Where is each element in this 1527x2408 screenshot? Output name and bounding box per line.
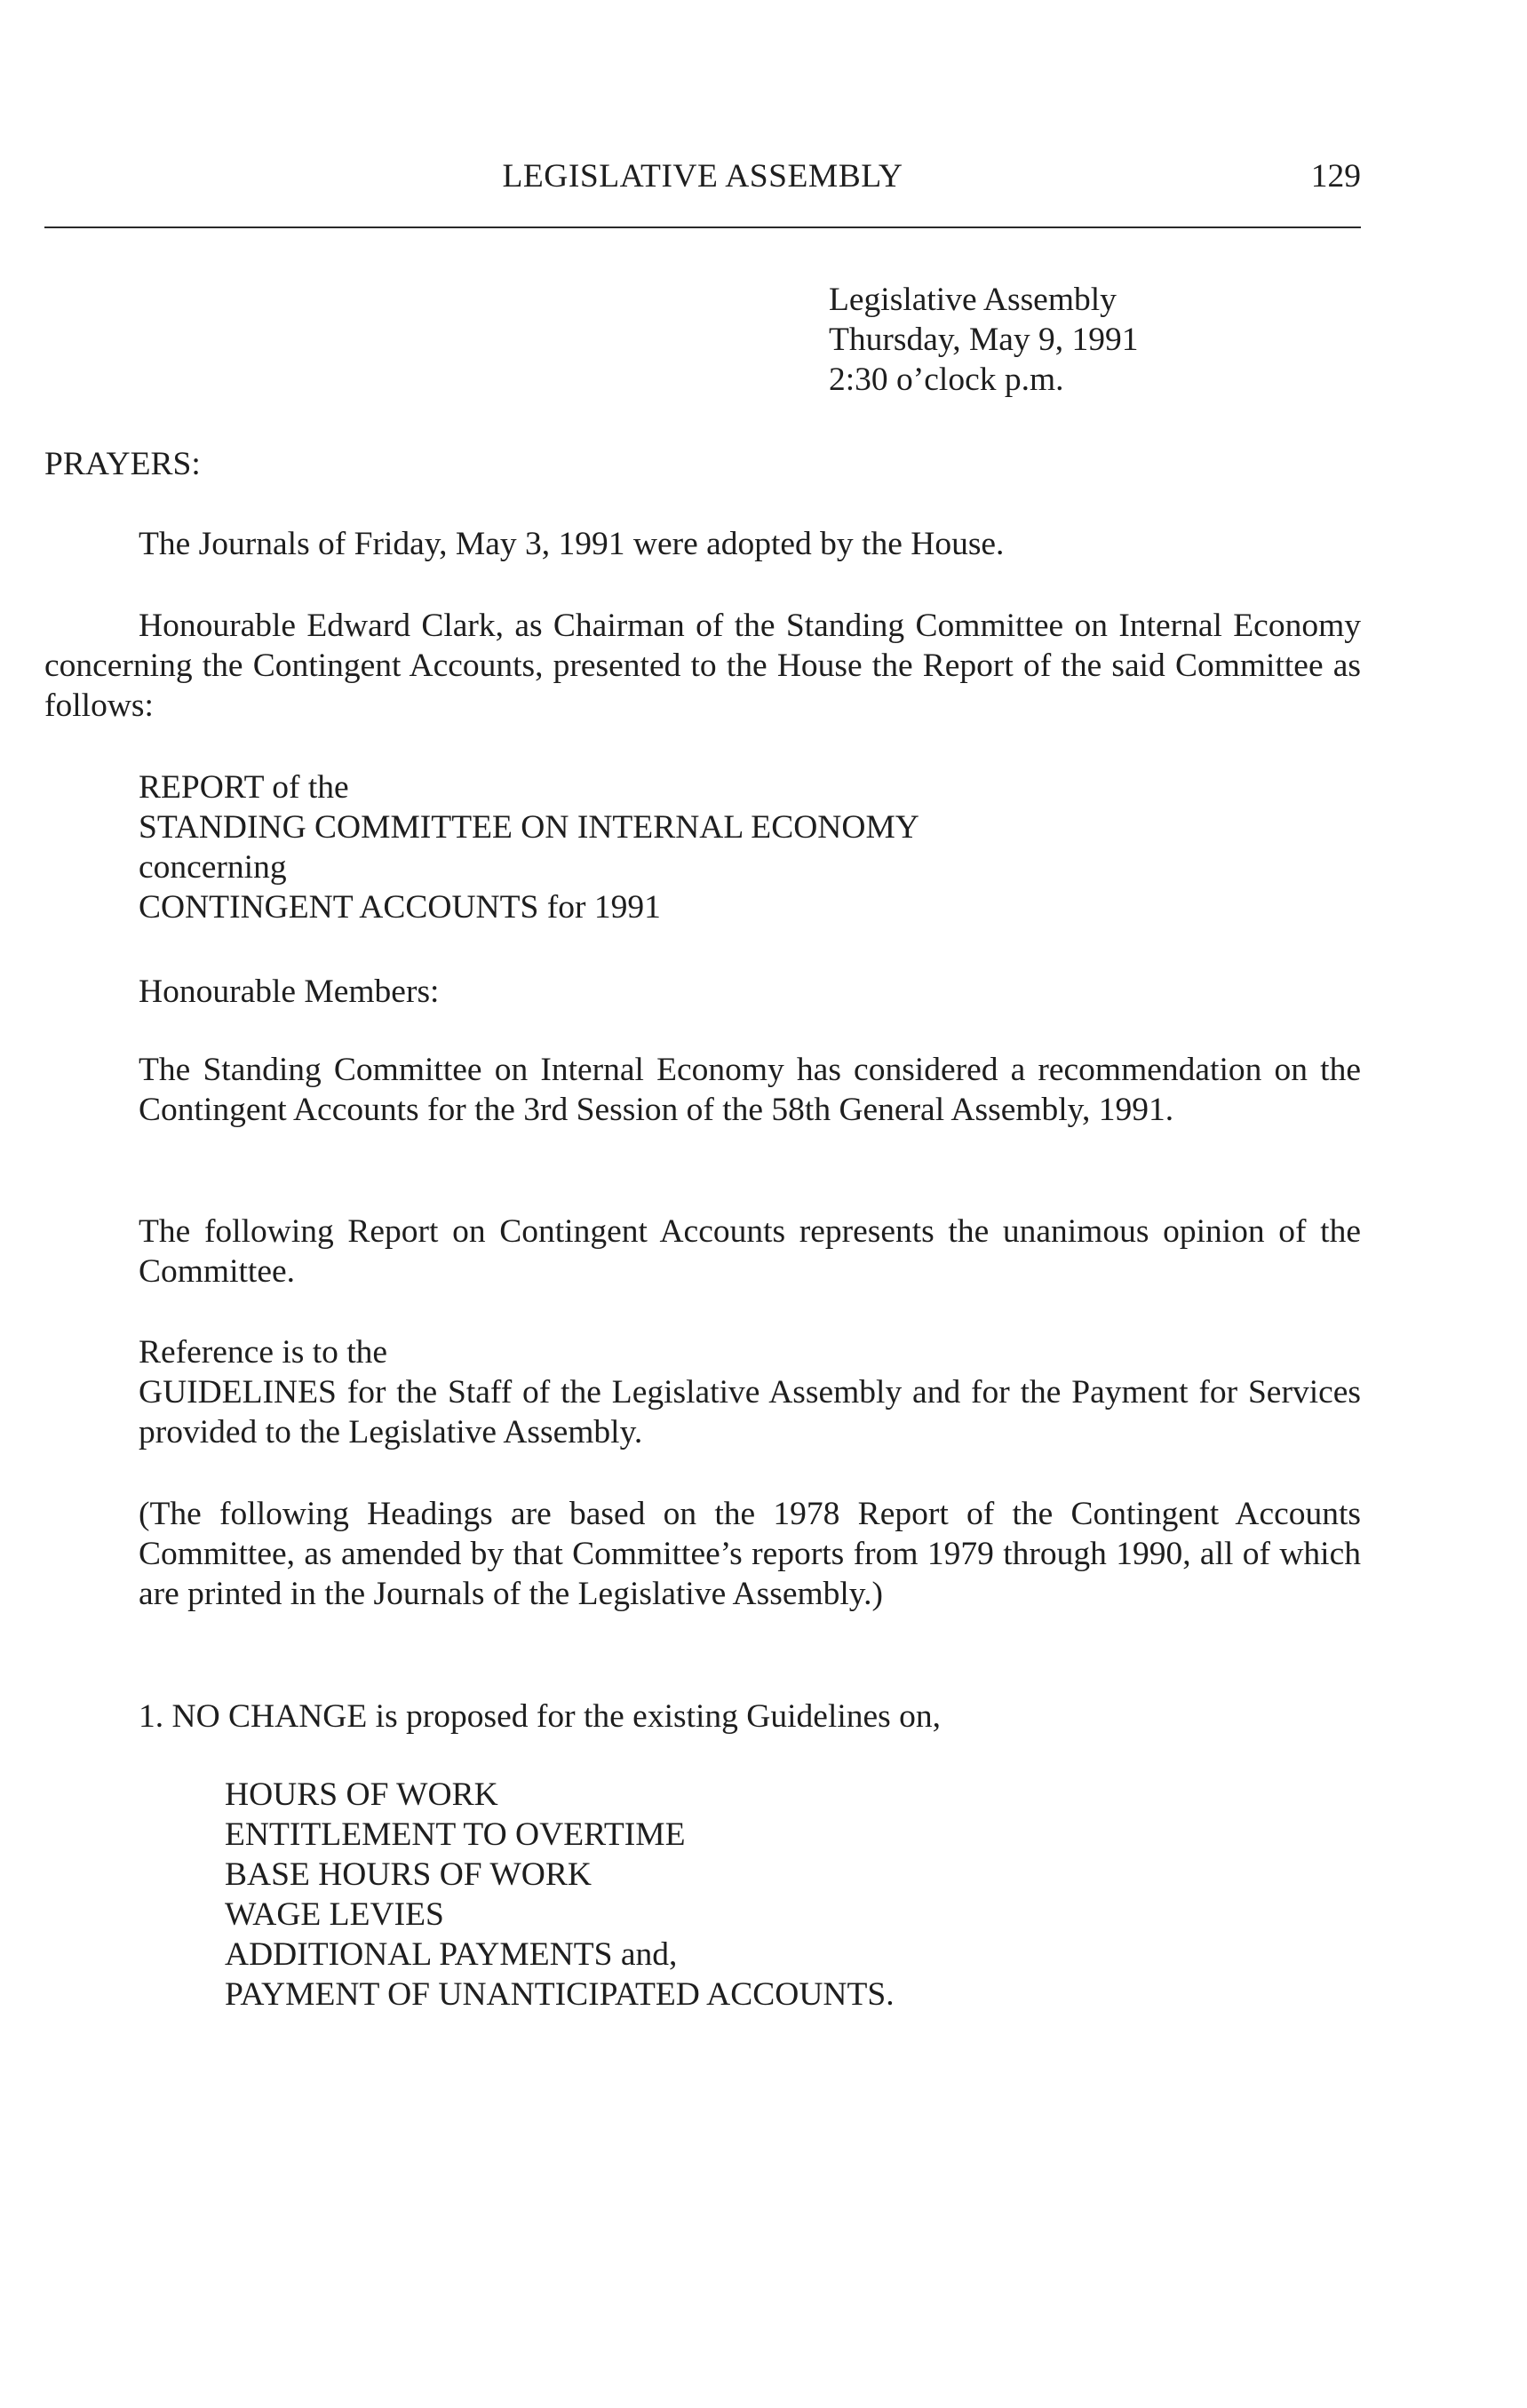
reference-paragraph — [44, 1332, 1361, 1452]
guideline-item: WAGE LEVIES — [225, 1896, 444, 1933]
headings-note-paragraph: (The following Headings are based on the 1978 Report of the Contingent Accounts Committee, as amended by that Committee’s reports from 1979 through 1990, all of which are printed in the Journals of the Legislative Assembly.) — [139, 1496, 1361, 1612]
reference-guidelines-text: GUIDELINES for the Staff of the Legislative Assembly and for the Payment for Services provided to the Legislative Assembly. — [139, 1374, 1361, 1450]
guideline-item: PAYMENT OF UNANTICIPATED ACCOUNTS. — [225, 1976, 895, 2013]
prayers-heading: PRAYERS: — [44, 446, 201, 482]
report-heading-line-1: REPORT of the — [139, 769, 349, 806]
unanimous-paragraph: The following Report on Contingent Accounts represents the unanimous opinion of the Committee. — [139, 1213, 1361, 1290]
guideline-item: ADDITIONAL PAYMENTS and, — [225, 1936, 678, 1973]
guideline-item: HOURS OF WORK — [225, 1776, 498, 1813]
report-heading-line-3: concerning — [139, 849, 287, 886]
session-place: Legislative Assembly — [829, 282, 1117, 318]
report-heading-line-4: CONTINGENT ACCOUNTS for 1991 — [139, 889, 661, 926]
clark-report-paragraph: Honourable Edward Clark, as Chairman of the Standing Committee on Internal Economy concerning the Contingent Accounts, presented to the House the Report of the said Committee as follows: — [44, 608, 1361, 724]
guideline-item: ENTITLEMENT TO OVERTIME — [225, 1816, 686, 1853]
session-info — [829, 280, 1362, 400]
guidelines-list — [44, 1775, 1361, 2015]
considered-paragraph: The Standing Committee on Internal Economy has considered a recommendation on the Contingent Accounts for the 3rd Session of the 58th General Assembly, 1991. — [139, 1052, 1361, 1128]
guideline-item: BASE HOURS OF WORK — [225, 1856, 592, 1893]
page-header — [44, 156, 1361, 201]
item-1-no-change: 1. NO CHANGE is proposed for the existing Guidelines on, — [139, 1698, 942, 1735]
page-number: 129 — [1310, 158, 1361, 195]
running-head: LEGISLATIVE ASSEMBLY — [502, 158, 903, 195]
session-time: 2:30 o’clock p.m. — [829, 362, 1064, 398]
session-date: Thursday, May 9, 1991 — [829, 322, 1139, 358]
header-rule — [44, 226, 1361, 228]
reference-intro: Reference is to the — [139, 1334, 388, 1371]
salutation: Honourable Members: — [139, 974, 440, 1010]
report-heading-line-2: STANDING COMMITTEE ON INTERNAL ECONOMY — [139, 809, 919, 846]
report-heading — [44, 767, 1361, 927]
journals-adopted-paragraph: The Journals of Friday, May 3, 1991 were adopted by the House. — [139, 526, 1005, 562]
